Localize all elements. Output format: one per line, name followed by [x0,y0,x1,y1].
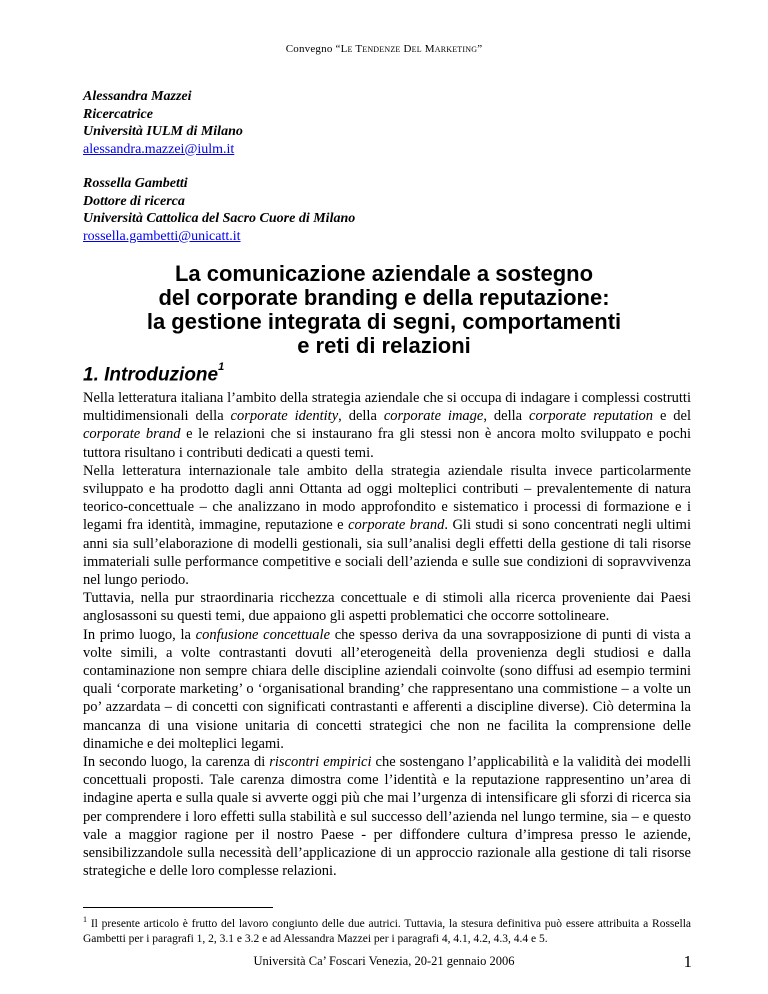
header-title: Le Tendenze Del Marketing [340,43,478,55]
page-number: 1 [683,952,692,971]
paper-title [0,262,768,358]
running-header [0,43,768,55]
text-run: , della [483,408,530,425]
section-heading [83,361,225,386]
author-role: Dottore di ricerca [83,193,185,209]
footnote-divider [83,907,273,908]
title-line: e reti di relazioni [297,333,471,358]
title-line: del corporate branding e della reputazione: [158,285,610,310]
italic-term: corporate image [383,408,484,425]
text-run: In secondo luogo, la carenza di [83,754,270,771]
author-block [83,175,355,245]
author-name: Alessandra Mazzei [83,89,192,104]
italic-term: riscontri empirici [269,754,372,771]
author-block [83,88,355,158]
author-role: Ricercatrice [83,106,153,122]
author-institution: Università Cattolica del Sacro Cuore di Milano [83,211,356,226]
header-suffix: ” [477,43,483,55]
footnote-mark: 1 [83,915,87,924]
paragraph [83,626,691,753]
body-text [83,389,691,880]
page-footer: Università Ca’ Foscari Venezia, 20-21 gennaio 2006 [253,954,515,968]
text-run: e del [653,408,692,425]
text-run: che sostengano l’applicabilità e la validità dei modelli concettuali proposti. Tale carenza dimostra come l’identità e la reputazione rappresentino un’area di indagine aperta e sulla quale si avverte oggi più che mai l’urgenza di intensificare gli sforzi di ricerca sia per comprendere i loro effetti sulla stabilità e sul successo dell’azienda nel lungo termine, sia – e questo vale a maggior ragione per il nostro Paese - per diffondere cultura d’impresa presso le aziende, sensibilizzandole sulla necessità dell’applicazione di un approccio razionale alla gestione di tali risorse strategiche e delle loro complesse relazioni. [83,754,692,880]
text-run: Nella letteratura italiana l’ambito della strategia aziendale che si occupa di indagare i complessi costrutti multidimensionali della [83,390,691,425]
text-run: , della [338,408,384,425]
italic-term: corporate reputation [529,408,654,425]
paragraph [83,462,691,589]
text-run: Tuttavia, nella pur straordinaria ricchezza concettuale e di stimoli alla ricerca proveniente dai Paesi anglosassoni su questi temi, due appaiono gli aspetti problematici che occorre sottolineare. [83,590,691,625]
footnote-reference: 1 [218,361,225,373]
italic-term: corporate identity [230,408,339,425]
paragraph [83,389,691,462]
text-run: . Gli studi si sono concentrati negli ultimi anni sia sull’elaborazione di modelli gestionali, sia sull’analisi degli effetti della gestione di tali risorse immateriali sulle performance competitive e sociali dell’azienda e sulle sue condizioni di sopravvivenza nel lungo periodo. [83,517,691,589]
text-run: che spesso deriva da una sovrapposizione di punti di vista a volte simili, a volte contrastanti dovuti all’eterogeneità della provenienza degli studiosi e dalla contaminazione non sempre chiara delle discipline aziendali coinvolte (sono diffusi ad esempio termini quali ‘corporate marketing’ o ‘organisational branding’ che rappresentano una commistione – a volte un po’ azzardata – di concetti con significati contrastanti e afferenti a discipline diverse). Ciò determina la mancanza di una visione unitaria di concetti strategici che non ne facilita la comprensione delle dinamiche e dei molteplici legami. [83,626,691,752]
italic-term: corporate brand [348,517,445,534]
footnote-text: Il presente articolo è frutto del lavoro congiunto delle due autrici. Tuttavia, la stesura definitiva può essere attribuita a Rossella Gambetti per i paragrafi 1, 2, 3.1 e 3.2 e ad Alessandra Mazzei per i paragrafi 4, 4.1, 4.2, 4.3, 4.4 e 5. [83,917,691,945]
footnote [83,912,691,947]
author-email-link[interactable]: alessandra.mazzei@iulm.it [83,141,235,157]
text-run: e le relazioni che si instaurano fra gli stessi non è ancora molto sviluppato e pochi tuttora risultano i contributi dedicati a questi temi. [83,426,691,461]
author-name: Rossella Gambetti [83,176,188,191]
author-email-link[interactable]: rossella.gambetti@unicatt.it [83,228,241,244]
text-run: In primo luogo, la [83,626,196,643]
text-run: Nella letteratura internazionale tale ambito della strategia aziendale risulta invece particolarmente sviluppato e ha prodotto dagli anni Ottanta ad oggi molteplici contributi – prevalentemente di natura teorico-concettuale – che analizzano in modo approfondito e sistematico i processi di formazione e i legami fra identità, immagine, reputazione e [83,462,691,534]
title-line: La comunicazione aziendale a sostegno [174,261,594,286]
header-prefix: Convegno “ [285,43,341,55]
italic-term: confusione concettuale [195,626,331,643]
italic-term: corporate brand [83,426,181,443]
section-heading-text: 1. Introduzione [83,364,219,386]
author-list [83,88,355,262]
title-line: la gestione integrata di segni, comportamenti [146,309,622,334]
paragraph [83,753,691,880]
paragraph [83,589,691,625]
author-institution: Università IULM di Milano [83,124,243,139]
